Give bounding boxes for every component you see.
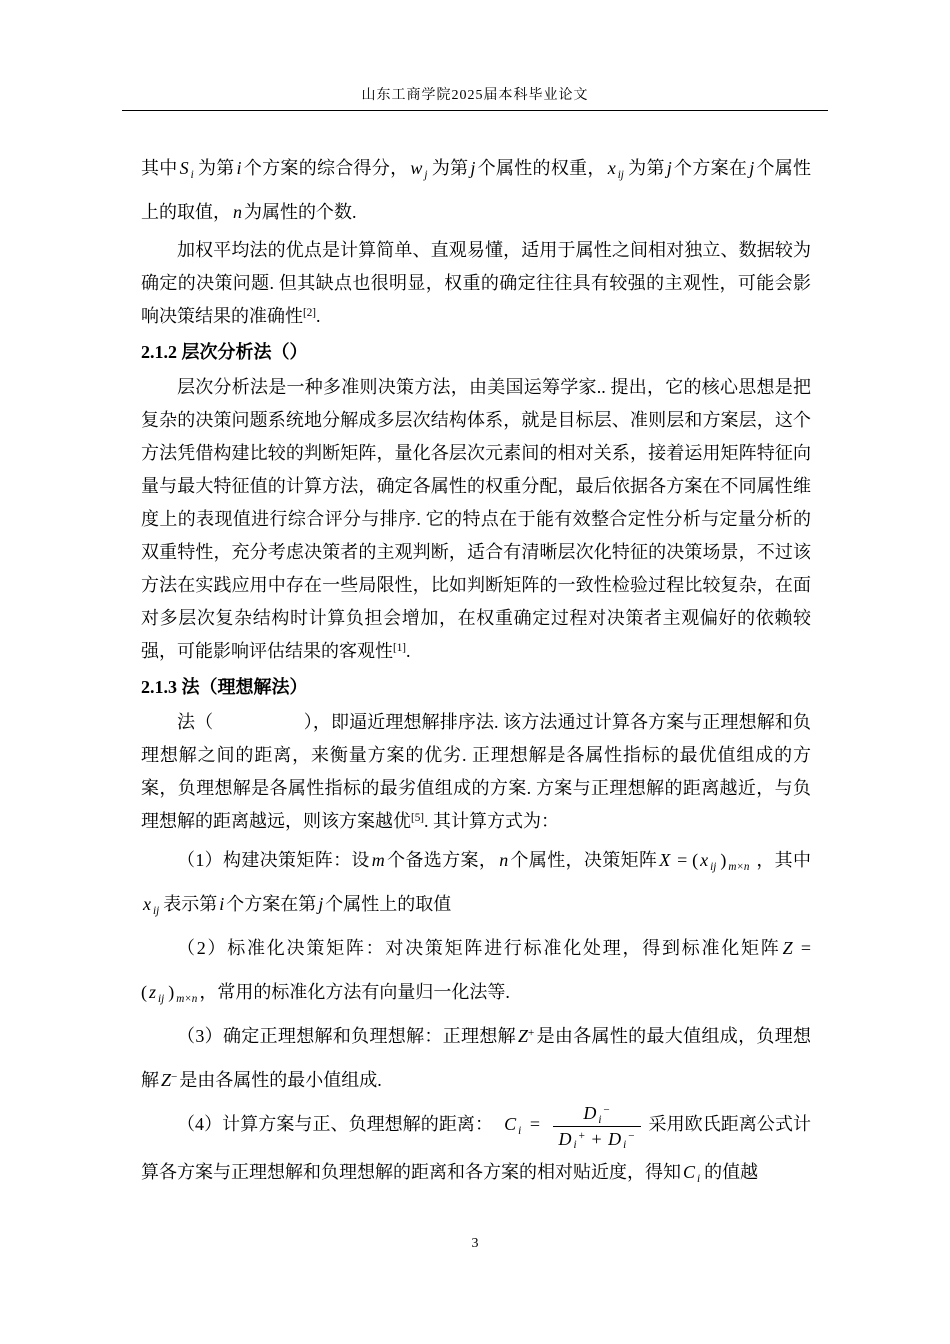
text-run: 是由各属性的最大值组成，负理想解 <box>141 1026 812 1090</box>
subscript: m×n <box>176 992 198 1005</box>
subscript: i <box>697 1172 701 1185</box>
subscript: m×n <box>728 860 750 873</box>
header-rule <box>122 110 828 111</box>
math-variable: C $_i$ <box>504 1114 522 1138</box>
subscript: ij <box>617 168 624 181</box>
subscript: ij <box>158 992 165 1005</box>
heading-2-1-3 <box>141 668 811 706</box>
math-variable: Z+ <box>517 1026 535 1046</box>
text-run: （4）计算方案与正、负理想解的距离： <box>177 1114 503 1135</box>
text-run: 为第 <box>627 158 665 178</box>
text-run: ，常用的标准化方法有向量归一化法等. <box>199 982 510 1002</box>
page-footer <box>0 1236 950 1252</box>
math-variable: j <box>749 158 755 178</box>
text-run: （1）构建决策矩阵：设 <box>177 850 370 870</box>
paragraph-step1-decision-matrix <box>141 838 811 926</box>
text-run: . <box>316 306 321 326</box>
paragraph-step2-normalization <box>141 926 811 1014</box>
text-run: 为第 <box>431 158 469 178</box>
subscript: i <box>573 1139 577 1152</box>
text-run: 为属性的个数. <box>244 202 357 222</box>
math-variable: x $_{ij}$ <box>143 894 160 917</box>
math-variable: i <box>236 158 242 178</box>
paragraph-weighted-average-pros-cons <box>141 234 811 333</box>
math-variable: X <box>659 850 671 870</box>
math-variable: x $_{ij}$ <box>700 850 717 873</box>
text-run: = ( <box>672 850 699 870</box>
math-variable: D $_i$− <box>583 1103 610 1126</box>
heading-2-1-2 <box>141 333 811 371</box>
text-run: 加权平均法的优点是计算简单、直观易懂，适用于属性之间相对独立、数据较为确定的决策问题. 但其缺点也很明显，权重的确定往往具有较强的主观性，可能会影响决策结果的准确性 <box>141 240 811 326</box>
text-run: （2）标准化决策矩阵：对决策矩阵进行标准化处理，得到标准化矩阵 <box>177 938 781 958</box>
superscript: − <box>628 1129 635 1142</box>
content <box>141 146 811 1194</box>
text-run: 2.1.3 法（理想解法） <box>141 677 308 697</box>
text-run: = ( <box>141 938 812 1002</box>
text-run: 个备选方案， <box>386 850 498 870</box>
fraction-numerator <box>553 1102 641 1127</box>
paragraph-ahp-description <box>141 371 811 668</box>
text-run: 是由各属性的最小值组成. <box>179 1070 382 1090</box>
superscript: − <box>603 1103 610 1116</box>
citation-marker: [2] <box>303 306 317 319</box>
text-run: 个方案在第 <box>226 894 317 914</box>
math-variable: Z <box>782 938 793 958</box>
math-variable: i <box>219 894 225 914</box>
text-run: ) <box>720 850 727 870</box>
superscript: + <box>528 1026 535 1039</box>
text-run: + <box>586 1128 607 1149</box>
subscript: ij <box>710 860 717 873</box>
subscript: i <box>518 1125 522 1138</box>
math-variable: C $_i$ <box>683 1162 701 1185</box>
text-run: 个属性，决策矩阵 <box>510 850 658 870</box>
math-variable: j <box>470 158 476 178</box>
text-run: 的值越 <box>704 1162 759 1182</box>
paragraph-topsis-description <box>141 706 811 838</box>
paragraph-step3-ideal-solutions <box>141 1014 811 1102</box>
fraction <box>553 1102 641 1150</box>
text-run: 个属性上的取值， <box>141 158 812 222</box>
math-variable: m <box>371 850 385 870</box>
citation-marker: [5] <box>411 811 425 824</box>
text-run: 个属性上的取值 <box>325 894 452 914</box>
text-run: 为第 <box>197 158 235 178</box>
math-variable: n <box>499 850 509 870</box>
superscript: − <box>171 1070 178 1083</box>
math-variable: z $_{ij}$ <box>149 982 165 1005</box>
math-variable: x $_{ij}$ <box>607 158 624 181</box>
subscript: ij <box>153 904 160 917</box>
text-run: . 其计算方式为： <box>424 811 560 831</box>
page-header <box>122 84 828 104</box>
text-run: （3）确定正理想解和负理想解：正理想解 <box>177 1026 516 1046</box>
math-variable: S $_i$ <box>179 158 194 181</box>
text-run: . <box>406 641 411 661</box>
math-variable: D $_i$+ <box>558 1128 585 1152</box>
paragraph-weighted-sum-variables <box>141 146 811 234</box>
text-run: 个方案在 <box>673 158 748 178</box>
subscript: i <box>598 1113 602 1126</box>
text-run: = <box>525 1114 545 1135</box>
header-title: 山东工商学院2025届本科毕业论文 <box>361 88 589 103</box>
text-run: 个属性的权重， <box>477 158 606 178</box>
text-run: 其中 <box>141 158 178 178</box>
text-run: 2.1.2 层次分析法（） <box>141 342 308 362</box>
math-variable: w $_j$ <box>410 158 428 181</box>
text-run: 法（ ），即逼近理想解排序法. 该方法通过计算各方案与正理想解和负理想解之间的距离，来衡量方案的优劣. 正理想解是各属性指标的最优值组成的方案，负理想解是各属性指标的最劣值组成的方案. 方案与正理想解的距离越近，与负理想解的距离越远，则该方案越优 <box>141 712 811 831</box>
subscript: i <box>623 1139 627 1152</box>
text-run: 采用欧氏距离公式计算各方案与正理想解和负理想解的距离和各方案的相对贴近度，得知 <box>141 1114 812 1182</box>
superscript: + <box>578 1129 585 1142</box>
subscript: j <box>424 168 428 181</box>
text-run: 表示第 <box>163 894 218 914</box>
subscript: i <box>190 168 194 181</box>
math-variable: Z− <box>161 1070 178 1090</box>
math-variable: j <box>318 894 324 914</box>
text-run: ) <box>168 982 175 1002</box>
fraction-denominator <box>553 1127 641 1151</box>
text-run: 层次分析法是一种多准则决策方法，由美国运筹学家.. 提出，它的核心思想是把复杂的决策问题系统地分解成多层次结构体系，就是目标层、准则层和方案层，这个方法凭借构建比较的判断矩阵，量化各层次元素间的相对关系，接着运用矩阵特征向量与最大特征值的计算方法，确定各属性的权重分配，最后依据各方案在不同属性维度上的表现值进行综合评分与排序. 它的特点在于能有效整合定性分析与定量分析的双重特性，充分考虑决策者的主观判断，适合有清晰层次化特征的决策场景，不过该方法在实践应用中存在一些局限性，比如判断矩阵的一致性检验过程比较复杂，在面对多层次复杂结构时计算负担会增加，在权重确定过程对决策者主观偏好的依赖较强，可能影响评估结果的客观性 <box>141 377 811 661</box>
math-variable: D $_i$− <box>608 1128 635 1152</box>
math-variable: n <box>233 202 242 222</box>
text-run: 个方案的综合得分， <box>243 158 409 178</box>
text-run: ，其中 <box>751 850 812 870</box>
page-number: 3 <box>471 1236 479 1251</box>
paragraph-step4-distance <box>141 1102 811 1194</box>
citation-marker: [1] <box>393 641 407 654</box>
math-variable: j <box>666 158 672 178</box>
